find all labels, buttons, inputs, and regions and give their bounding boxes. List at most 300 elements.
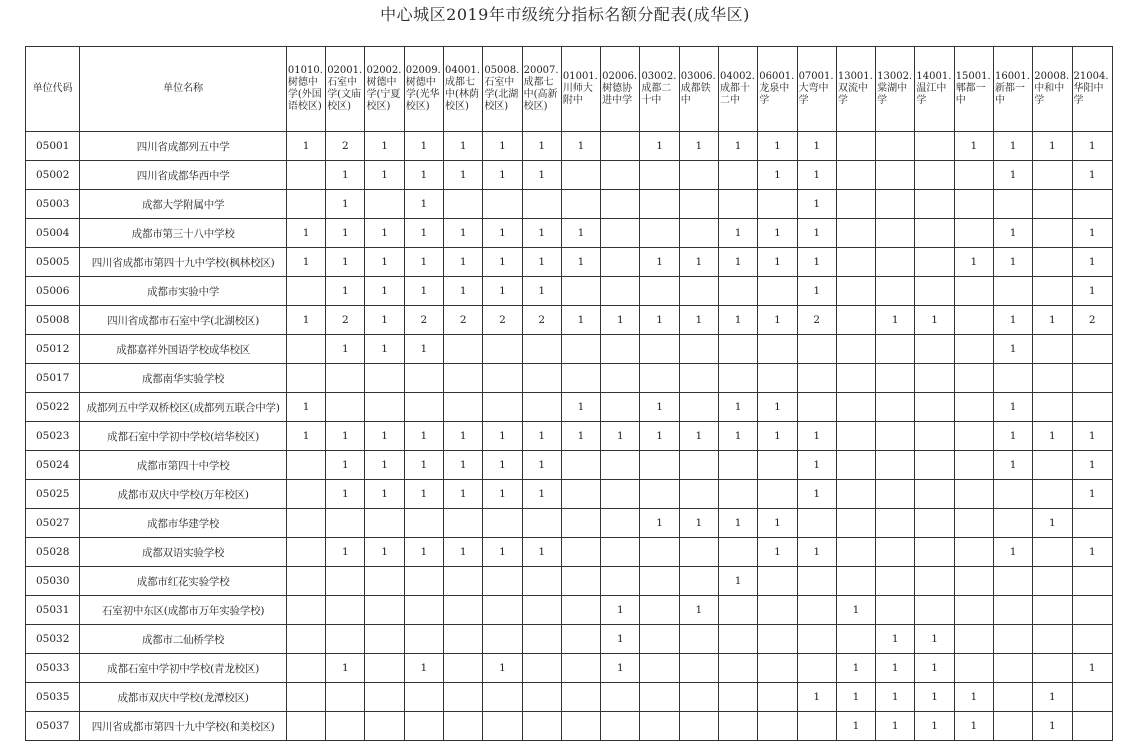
unit-code-cell: 05030: [26, 567, 80, 596]
table-row: [26, 712, 1113, 741]
quota-cell: [679, 393, 718, 422]
quota-cell: [679, 538, 718, 567]
quota-cell: [286, 538, 325, 567]
table-row: [26, 422, 1113, 451]
quota-cell: 1: [1033, 132, 1072, 161]
quota-cell: [758, 335, 797, 364]
quota-cell: [286, 451, 325, 480]
quota-cell: 1: [1033, 712, 1072, 741]
quota-cell: [758, 625, 797, 654]
quota-cell: 1: [993, 161, 1032, 190]
unit-name-cell: 四川省成都市第四十九中学校(和美校区): [80, 712, 287, 741]
quota-cell: [954, 567, 993, 596]
quota-cell: [836, 335, 875, 364]
quota-cell: 1: [1072, 451, 1112, 480]
quota-cell: 1: [365, 161, 404, 190]
quota-cell: 1: [993, 219, 1032, 248]
unit-name-cell: 成都石室中学初中学校(青龙校区): [80, 654, 287, 683]
table-row: [26, 393, 1113, 422]
quota-cell: 1: [915, 654, 954, 683]
quota-cell: [483, 596, 522, 625]
quota-cell: [954, 219, 993, 248]
quota-cell: 1: [561, 306, 600, 335]
quota-cell: [326, 364, 365, 393]
quota-cell: 1: [993, 393, 1032, 422]
quota-cell: 1: [404, 277, 443, 306]
quota-cell: 1: [444, 132, 483, 161]
column-header-school: 05008.石室中学(北湖校区): [483, 47, 522, 132]
quota-cell: 1: [876, 654, 915, 683]
quota-cell: 1: [483, 277, 522, 306]
unit-code-cell: 05008: [26, 306, 80, 335]
unit-name-cell: 成都石室中学初中学校(培华校区): [80, 422, 287, 451]
quota-cell: [561, 712, 600, 741]
quota-cell: [876, 509, 915, 538]
unit-code-cell: 05003: [26, 190, 80, 219]
quota-cell: [719, 538, 758, 567]
unit-code-cell: 05001: [26, 132, 80, 161]
quota-cell: [836, 277, 875, 306]
table-row: [26, 219, 1113, 248]
unit-code-cell: 05032: [26, 625, 80, 654]
quota-cell: [1072, 364, 1112, 393]
quota-cell: [1033, 161, 1072, 190]
quota-cell: 1: [601, 625, 640, 654]
quota-cell: 1: [993, 335, 1032, 364]
quota-cell: 1: [326, 161, 365, 190]
quota-cell: [993, 480, 1032, 509]
quota-cell: [365, 654, 404, 683]
quota-cell: 1: [365, 422, 404, 451]
unit-code-cell: 05004: [26, 219, 80, 248]
quota-cell: [915, 451, 954, 480]
quota-cell: [797, 654, 836, 683]
quota-cell: [758, 277, 797, 306]
quota-cell: [719, 190, 758, 219]
quota-cell: [1033, 219, 1072, 248]
quota-cell: 1: [326, 451, 365, 480]
quota-cell: 1: [404, 538, 443, 567]
table-row: [26, 161, 1113, 190]
column-header-code: 单位代码: [26, 47, 80, 132]
quota-cell: [404, 712, 443, 741]
quota-cell: 2: [1072, 306, 1112, 335]
quota-cell: 1: [444, 161, 483, 190]
quota-cell: [444, 393, 483, 422]
quota-cell: [326, 712, 365, 741]
quota-cell: [993, 712, 1032, 741]
quota-cell: [326, 393, 365, 422]
quota-cell: [365, 683, 404, 712]
quota-cell: 1: [758, 538, 797, 567]
quota-cell: [993, 654, 1032, 683]
quota-cell: 1: [640, 509, 679, 538]
quota-cell: 1: [561, 132, 600, 161]
quota-cell: [640, 277, 679, 306]
quota-cell: [1072, 567, 1112, 596]
quota-cell: 1: [365, 306, 404, 335]
quota-cell: [876, 364, 915, 393]
quota-cell: 1: [404, 248, 443, 277]
quota-cell: 1: [640, 132, 679, 161]
quota-cell: [954, 596, 993, 625]
quota-cell: [404, 393, 443, 422]
unit-name-cell: 成都大学附属中学: [80, 190, 287, 219]
quota-cell: 1: [758, 509, 797, 538]
quota-cell: [954, 480, 993, 509]
quota-cell: [836, 422, 875, 451]
quota-cell: 1: [483, 219, 522, 248]
quota-cell: [954, 393, 993, 422]
quota-cell: [876, 422, 915, 451]
quota-cell: 1: [404, 219, 443, 248]
quota-cell: [836, 161, 875, 190]
quota-cell: 1: [758, 132, 797, 161]
quota-cell: [522, 596, 561, 625]
quota-cell: 1: [876, 306, 915, 335]
quota-cell: [522, 712, 561, 741]
unit-name-cell: 成都市双庆中学校(万年校区): [80, 480, 287, 509]
quota-cell: [1033, 335, 1072, 364]
quota-cell: [601, 451, 640, 480]
quota-cell: [836, 451, 875, 480]
quota-cell: [876, 451, 915, 480]
quota-cell: [797, 567, 836, 596]
table-row: [26, 625, 1113, 654]
quota-cell: 1: [876, 683, 915, 712]
quota-cell: [1033, 364, 1072, 393]
quota-cell: 1: [640, 306, 679, 335]
unit-name-cell: 四川省成都列五中学: [80, 132, 287, 161]
quota-cell: [915, 248, 954, 277]
quota-cell: 1: [522, 277, 561, 306]
table-header-row: [26, 47, 1113, 132]
quota-cell: 1: [758, 248, 797, 277]
quota-cell: 1: [483, 654, 522, 683]
column-header-school: 07001.大弯中学: [797, 47, 836, 132]
quota-cell: [876, 480, 915, 509]
quota-cell: [640, 451, 679, 480]
quota-cell: [286, 480, 325, 509]
quota-cell: 1: [365, 480, 404, 509]
quota-cell: 1: [286, 219, 325, 248]
unit-code-cell: 05023: [26, 422, 80, 451]
quota-cell: [286, 683, 325, 712]
quota-cell: [758, 480, 797, 509]
quota-cell: 2: [444, 306, 483, 335]
quota-cell: [719, 683, 758, 712]
table-row: [26, 248, 1113, 277]
quota-cell: [876, 248, 915, 277]
quota-cell: [1072, 683, 1112, 712]
quota-cell: 1: [836, 712, 875, 741]
quota-cell: [993, 596, 1032, 625]
column-header-school: 01001.川师大附中: [561, 47, 600, 132]
table-row: [26, 683, 1113, 712]
quota-cell: 1: [836, 654, 875, 683]
column-header-school: 02006.树德协进中学: [601, 47, 640, 132]
quota-cell: [993, 567, 1032, 596]
quota-cell: [797, 335, 836, 364]
quota-cell: 1: [876, 712, 915, 741]
quota-cell: 2: [483, 306, 522, 335]
quota-cell: 1: [876, 625, 915, 654]
quota-cell: [561, 335, 600, 364]
quota-cell: [1072, 596, 1112, 625]
quota-cell: [836, 248, 875, 277]
quota-cell: [601, 132, 640, 161]
quota-cell: 1: [326, 219, 365, 248]
quota-cell: [483, 190, 522, 219]
quota-cell: 1: [1033, 683, 1072, 712]
quota-cell: 1: [365, 277, 404, 306]
quota-cell: [404, 567, 443, 596]
quota-cell: 1: [1033, 509, 1072, 538]
unit-code-cell: 05033: [26, 654, 80, 683]
quota-cell: [876, 538, 915, 567]
column-header-school: 02009.树德中学(光华校区): [404, 47, 443, 132]
quota-cell: [561, 683, 600, 712]
quota-cell: [522, 625, 561, 654]
quota-cell: [444, 683, 483, 712]
column-header-school: 13001.双流中学: [836, 47, 875, 132]
quota-cell: 1: [483, 538, 522, 567]
quota-cell: 1: [326, 190, 365, 219]
quota-cell: 1: [758, 422, 797, 451]
quota-cell: 1: [365, 132, 404, 161]
quota-cell: 1: [522, 480, 561, 509]
quota-cell: [640, 219, 679, 248]
quota-cell: [561, 567, 600, 596]
unit-code-cell: 05024: [26, 451, 80, 480]
quota-cell: [522, 567, 561, 596]
table-row: [26, 364, 1113, 393]
quota-cell: [601, 683, 640, 712]
quota-cell: [365, 625, 404, 654]
unit-code-cell: 05031: [26, 596, 80, 625]
quota-cell: [719, 625, 758, 654]
quota-cell: 1: [522, 219, 561, 248]
quota-cell: 1: [719, 132, 758, 161]
unit-name-cell: 成都市二仙桥学校: [80, 625, 287, 654]
quota-cell: [601, 219, 640, 248]
quota-cell: [404, 509, 443, 538]
quota-cell: [444, 190, 483, 219]
quota-cell: [404, 683, 443, 712]
table-row: [26, 509, 1113, 538]
quota-cell: 2: [522, 306, 561, 335]
unit-code-cell: 05002: [26, 161, 80, 190]
quota-cell: 1: [797, 161, 836, 190]
quota-cell: 1: [797, 190, 836, 219]
quota-cell: [601, 277, 640, 306]
quota-cell: 1: [1072, 480, 1112, 509]
quota-cell: [993, 190, 1032, 219]
unit-name-cell: 成都嘉祥外国语学校成华校区: [80, 335, 287, 364]
column-header-name: 单位名称: [80, 47, 287, 132]
quota-cell: 1: [404, 190, 443, 219]
quota-cell: [1072, 393, 1112, 422]
quota-cell: 1: [719, 248, 758, 277]
quota-cell: [1033, 393, 1072, 422]
quota-cell: 1: [797, 538, 836, 567]
quota-cell: 1: [483, 161, 522, 190]
unit-name-cell: 石室初中东区(成都市万年实验学校): [80, 596, 287, 625]
quota-cell: 1: [444, 248, 483, 277]
quota-cell: 1: [601, 596, 640, 625]
quota-cell: [365, 364, 404, 393]
quota-cell: [915, 538, 954, 567]
quota-cell: 1: [483, 480, 522, 509]
quota-cell: [836, 364, 875, 393]
quota-cell: [286, 654, 325, 683]
table-row: [26, 596, 1113, 625]
quota-cell: [326, 509, 365, 538]
quota-cell: [719, 451, 758, 480]
quota-cell: [444, 509, 483, 538]
quota-cell: [522, 683, 561, 712]
quota-cell: 1: [797, 683, 836, 712]
quota-cell: [640, 480, 679, 509]
table-row: [26, 306, 1113, 335]
quota-cell: [954, 625, 993, 654]
quota-cell: 1: [444, 422, 483, 451]
quota-cell: [601, 364, 640, 393]
quota-cell: [483, 509, 522, 538]
quota-cell: [640, 567, 679, 596]
quota-cell: [679, 364, 718, 393]
quota-cell: [286, 712, 325, 741]
quota-cell: 1: [1072, 219, 1112, 248]
quota-cell: 1: [365, 451, 404, 480]
quota-cell: 1: [915, 625, 954, 654]
quota-cell: [1033, 277, 1072, 306]
quota-cell: [601, 393, 640, 422]
unit-name-cell: 成都市华建学校: [80, 509, 287, 538]
quota-cell: [365, 190, 404, 219]
quota-cell: 1: [993, 422, 1032, 451]
quota-cell: [286, 364, 325, 393]
quota-cell: [326, 567, 365, 596]
unit-code-cell: 05028: [26, 538, 80, 567]
quota-cell: 1: [797, 132, 836, 161]
quota-cell: [561, 509, 600, 538]
quota-cell: 1: [365, 538, 404, 567]
quota-cell: [915, 393, 954, 422]
quota-cell: [719, 480, 758, 509]
quota-cell: 1: [326, 538, 365, 567]
quota-cell: 1: [404, 161, 443, 190]
unit-code-cell: 05017: [26, 364, 80, 393]
quota-cell: [954, 538, 993, 567]
quota-cell: 1: [758, 306, 797, 335]
quota-cell: 1: [836, 683, 875, 712]
table-row: [26, 480, 1113, 509]
quota-cell: [483, 683, 522, 712]
quota-cell: [915, 509, 954, 538]
quota-cell: [444, 364, 483, 393]
quota-cell: 1: [954, 712, 993, 741]
quota-cell: 1: [1033, 306, 1072, 335]
quota-cell: 1: [1072, 277, 1112, 306]
quota-cell: [876, 393, 915, 422]
quota-cell: [640, 538, 679, 567]
unit-name-cell: 成都列五中学双桥校区(成都列五联合中学): [80, 393, 287, 422]
quota-cell: [915, 132, 954, 161]
quota-cell: [561, 190, 600, 219]
quota-cell: [326, 625, 365, 654]
quota-cell: 1: [286, 132, 325, 161]
quota-cell: [915, 335, 954, 364]
quota-cell: [758, 654, 797, 683]
quota-cell: [876, 219, 915, 248]
unit-code-cell: 05027: [26, 509, 80, 538]
quota-cell: 2: [404, 306, 443, 335]
quota-cell: [522, 190, 561, 219]
quota-cell: [876, 161, 915, 190]
quota-cell: [286, 277, 325, 306]
quota-cell: [601, 567, 640, 596]
quota-cell: 1: [719, 306, 758, 335]
allocation-table: [25, 46, 1113, 741]
unit-name-cell: 成都市双庆中学校(龙潭校区): [80, 683, 287, 712]
unit-name-cell: 成都市实验中学: [80, 277, 287, 306]
quota-cell: [444, 335, 483, 364]
quota-cell: [876, 335, 915, 364]
quota-cell: 1: [404, 451, 443, 480]
unit-code-cell: 05012: [26, 335, 80, 364]
quota-cell: [601, 190, 640, 219]
quota-cell: [836, 190, 875, 219]
quota-cell: 1: [758, 161, 797, 190]
quota-cell: [286, 335, 325, 364]
quota-cell: [522, 335, 561, 364]
quota-cell: [561, 480, 600, 509]
quota-cell: [679, 712, 718, 741]
quota-cell: 1: [719, 509, 758, 538]
quota-cell: [640, 161, 679, 190]
column-header-school: 01010.树德中学(外国语校区): [286, 47, 325, 132]
quota-cell: 1: [993, 306, 1032, 335]
quota-cell: 1: [954, 683, 993, 712]
quota-cell: [601, 161, 640, 190]
quota-cell: [915, 567, 954, 596]
table-row: [26, 132, 1113, 161]
quota-cell: [640, 190, 679, 219]
table-row: [26, 277, 1113, 306]
quota-cell: 1: [601, 654, 640, 683]
quota-cell: [640, 683, 679, 712]
quota-cell: [954, 364, 993, 393]
quota-cell: [954, 335, 993, 364]
quota-cell: [993, 625, 1032, 654]
quota-cell: [483, 364, 522, 393]
quota-cell: [640, 654, 679, 683]
quota-cell: [797, 393, 836, 422]
quota-cell: 1: [1033, 422, 1072, 451]
quota-cell: 1: [326, 480, 365, 509]
quota-cell: [797, 364, 836, 393]
quota-cell: 1: [797, 480, 836, 509]
quota-cell: 1: [797, 219, 836, 248]
quota-cell: [483, 335, 522, 364]
quota-cell: 1: [915, 306, 954, 335]
quota-cell: [758, 567, 797, 596]
quota-cell: [404, 364, 443, 393]
quota-cell: 1: [326, 277, 365, 306]
quota-cell: [954, 509, 993, 538]
quota-cell: [993, 683, 1032, 712]
